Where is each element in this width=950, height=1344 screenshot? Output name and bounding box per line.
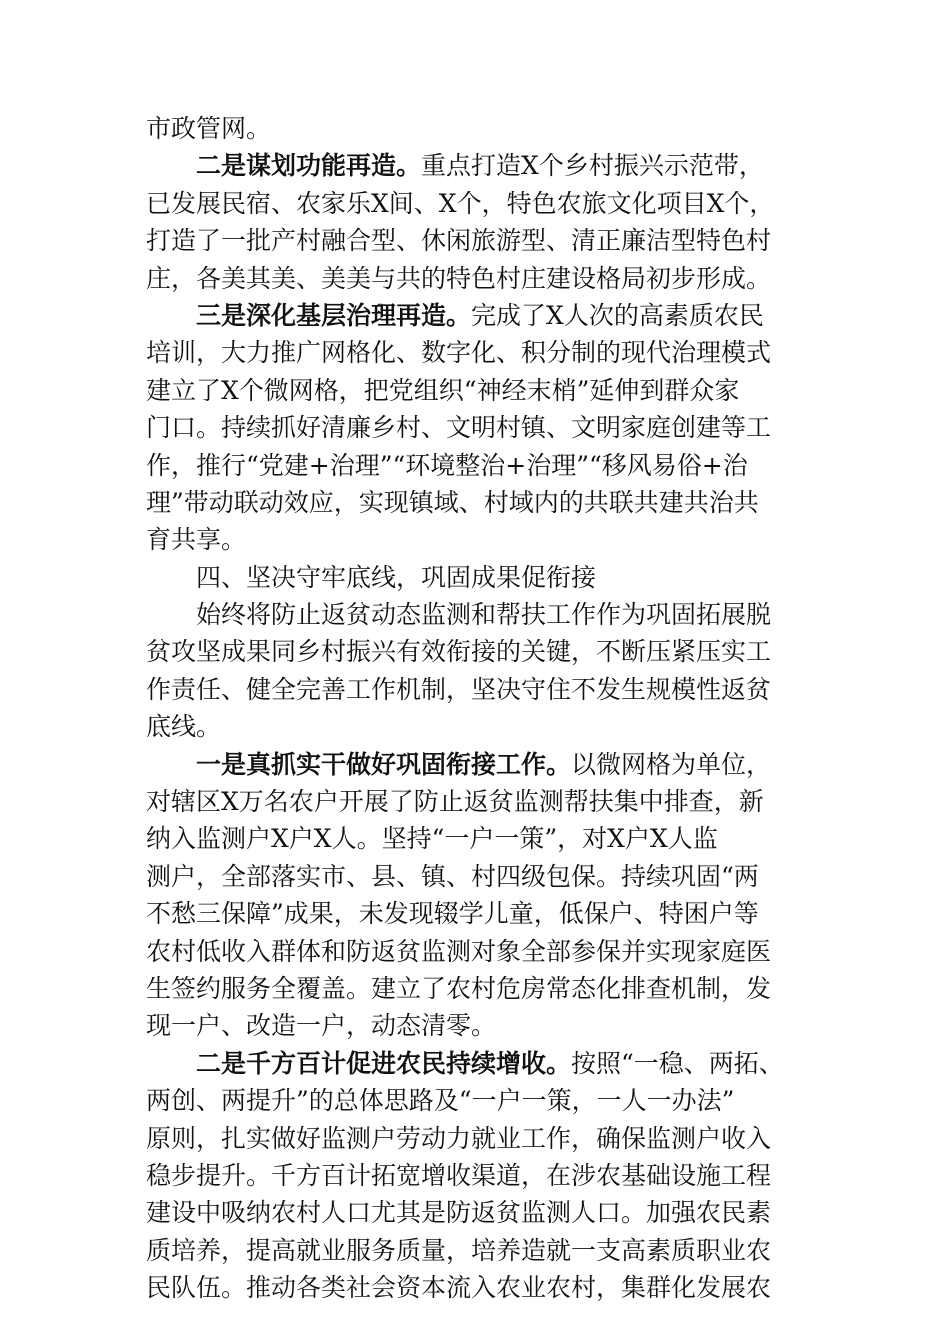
line-text: 对辖区X万名农户开展了防止返贫监测帮扶集中排查，新 (146, 787, 764, 817)
line-text: 始终将防止返贫动态监测和帮扶工作作为巩固拓展脱 (196, 600, 772, 630)
body-text-line (146, 671, 818, 708)
line-text: 以微网格为单位， (571, 749, 772, 779)
line-text: 按照“一稳、两拓、 (571, 1048, 784, 1078)
body-text-line (146, 297, 818, 334)
line-text: 稳步提升。千方百计拓宽增收渠道，在涉农基础设施工程 (146, 1160, 772, 1190)
line-text: 测户，全部落实市、县、镇、村四级包保。持续巩固“两 (146, 861, 759, 891)
line-text: 打造了一批产村融合型、休闲旅游型、清正廉洁型特色村 (146, 226, 772, 256)
body-text-line (146, 1194, 818, 1231)
body-text-line (146, 783, 818, 820)
document-page (146, 110, 818, 1307)
body-text-line (146, 334, 818, 371)
line-text: 作责任、健全完善工作机制，坚决守住不发生规模性返贫 (146, 674, 772, 704)
body-text-line (146, 110, 818, 147)
body-text-line (146, 1157, 818, 1194)
line-text: 底线。 (146, 712, 222, 742)
line-text: 民队伍。推动各类社会资本流入农业农村，集群化发展农 (146, 1273, 772, 1303)
body-text-line (146, 1269, 818, 1306)
bold-lead-phrase: 三是深化基层治理再造。 (196, 300, 472, 330)
body-text-line (146, 147, 818, 184)
line-text: 庄，各美其美、美美与共的特色村庄建设格局初步形成。 (146, 263, 772, 293)
line-text: 建立了X个微网格，把党组织“神经末梢”延伸到群众家 (146, 375, 740, 405)
body-text-line (146, 820, 818, 857)
bold-lead-phrase: 一是真抓实干做好巩固衔接工作。 (196, 749, 572, 779)
body-text-line (146, 222, 818, 259)
body-text-line (146, 1120, 818, 1157)
line-text: 已发展民宿、农家乐X间、X个，特色农旅文化项目X个， (146, 188, 775, 218)
body-text-line (146, 1232, 818, 1269)
line-text: 原则，扎实做好监测户劳动力就业工作，确保监测户收入 (146, 1123, 772, 1153)
line-text: 农村低收入群体和防返贫监测对象全部参保并实现家庭医 (146, 936, 772, 966)
body-text-line (146, 260, 818, 297)
body-text-line (146, 1045, 818, 1082)
line-text: 完成了X人次的高素质农民 (471, 300, 764, 330)
line-text: 市政管网。 (146, 114, 272, 143)
body-text-line (146, 447, 818, 484)
body-text-line (146, 1007, 818, 1044)
line-text: 贫攻坚成果同乡村振兴有效衔接的关键，不断压紧压实工 (146, 637, 772, 667)
body-text-line (146, 521, 818, 558)
body-text-line (146, 633, 818, 670)
line-text: 培训，大力推广网格化、数字化、积分制的现代治理模式 (146, 338, 772, 368)
bold-lead-phrase: 二是千方百计促进农民持续增收。 (196, 1048, 572, 1078)
section-heading (146, 559, 818, 596)
body-text-line (146, 933, 818, 970)
line-text: 生签约服务全覆盖。建立了农村危房常态化排查机制，发 (146, 973, 772, 1003)
body-text-line (146, 484, 818, 521)
body-text-line (146, 858, 818, 895)
body-text-line (146, 708, 818, 745)
bold-lead-phrase: 二是谋划功能再造。 (196, 151, 422, 181)
line-text: 重点打造X个乡村振兴示范带， (421, 151, 764, 181)
body-text-line (146, 409, 818, 446)
line-text: 理”带动联动效应，实现镇域、村域内的共联共建共治共 (146, 487, 759, 517)
body-text-line (146, 185, 818, 222)
line-text: 质培养，提高就业服务质量，培养造就一支高素质职业农 (146, 1235, 772, 1265)
line-text: 不愁三保障”成果，未发现辍学儿童，低保户、特困户等 (146, 899, 759, 929)
line-text: 现一户、改造一户，动态清零。 (146, 1011, 497, 1041)
line-text: 两创、两提升”的总体思路及“一户一策，一人一办法” (146, 1086, 735, 1116)
line-text: 门口。持续抓好清廉乡村、文明村镇、文明家庭创建等工 (146, 413, 772, 443)
line-text: 建设中吸纳农村人口尤其是防返贫监测人口。加强农民素 (146, 1198, 772, 1228)
body-text-line (146, 970, 818, 1007)
line-text: 纳入监测户X户X人。坚持“一户一策”，对X户X人监 (146, 824, 718, 854)
body-text-line (146, 372, 818, 409)
body-text-line (146, 596, 818, 633)
line-text: 四、坚决守牢底线，巩固成果促衔接 (196, 562, 597, 592)
body-text-line (146, 1082, 818, 1119)
line-text: 作，推行“党建+治理”“环境整治+治理”“移风易俗+治 (146, 450, 748, 480)
body-text-line (146, 746, 818, 783)
line-text: 育共享。 (146, 525, 247, 555)
body-text-line (146, 895, 818, 932)
